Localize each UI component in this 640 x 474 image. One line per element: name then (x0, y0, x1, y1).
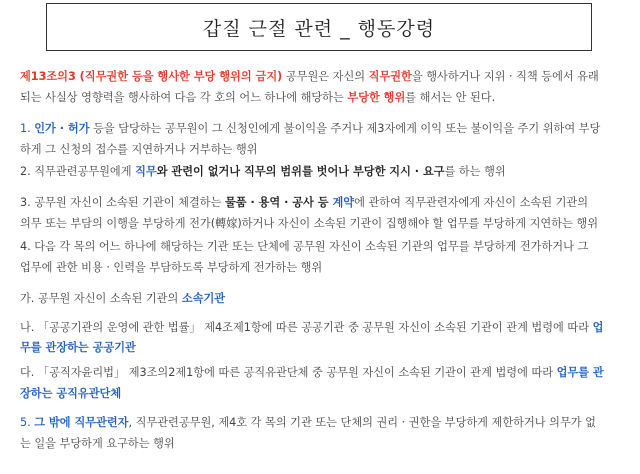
item-4-line-1: 4. 다음 각 목의 어느 하나에 해당하는 기관 또는 단체에 공무원 자신이 소속된 기관의 업무를 부당하게 전가하거나 그 (20, 240, 589, 253)
sub-item-da-line-2 (20, 384, 628, 404)
item-number: 1. (20, 122, 35, 135)
sub-item-na-line-1 (20, 318, 628, 338)
text: 되는 사실상 영향력을 행사하여 다음 각 호의 어느 하나에 해당하는 (20, 91, 348, 104)
intro-line-2 (20, 88, 628, 108)
text: 를 해서는 안 된다. (405, 91, 496, 104)
text: , 직무관련공무원, 제4호 각 목의 기관 또는 단체의 권리 · 권한을 부당하게 제한하거나 의무가 없 (128, 416, 596, 429)
keyword: 장하는 공직유관단체 (20, 387, 122, 400)
item-5-line-2: 는 일을 부당하게 요구하는 행위 (20, 437, 175, 450)
keyword: 무를 관장하는 공공기관 (20, 341, 136, 354)
item-3-line-1 (20, 193, 628, 213)
keyword: 업무를 관 (556, 366, 604, 379)
item-4-line-2: 업무에 관한 비용 · 인력을 부담하도록 부당하게 전가하는 행위 (20, 261, 323, 274)
text: 2. 직무관련공무원에게 (20, 165, 136, 178)
keyword: 계약 (332, 196, 355, 209)
sub-item-ga (20, 289, 628, 309)
keyword: 부당한 행위 (347, 91, 406, 104)
intro-line-1 (20, 67, 628, 87)
keyword: 인가 · 허가 (34, 122, 90, 135)
article-heading: 제13조의3 (직무권한 등을 행사한 부당 행위의 금지) (20, 70, 283, 83)
text: 에 관하여 직무관련자에게 자신이 소속된 기관의 (354, 196, 589, 209)
item-3-line-2: 의무 또는 부담의 이행을 부당하게 전가(轉嫁)하거나 자신이 소속된 기관이 집행해야 할 업무를 부당하게 지연하는 행위 (20, 217, 599, 230)
item-1-line-1 (20, 119, 628, 139)
keyword: 직무권한 (368, 70, 412, 83)
text: 가. 공무원 자신이 소속된 기관의 (20, 292, 182, 305)
keyword: 그 밖에 직무관련자 (34, 416, 129, 429)
page-title: 갑질 근절 관련 _ 행동강령 (46, 3, 592, 51)
keyword: 물품 · 용역 · 공사 등 (224, 196, 333, 209)
item-2-line-1 (20, 162, 628, 182)
item-1-line-2: 하게 그 신청의 접수를 지연하거나 거부하는 행위 (20, 143, 258, 156)
item-5-line-1 (20, 413, 628, 433)
text: 를 하는 행위 (444, 165, 506, 178)
sub-item-da-line-1 (20, 363, 628, 383)
keyword: 소속기관 (181, 292, 226, 305)
keyword: 직무 (135, 165, 157, 178)
keyword: 와 관련이 없거나 직무의 범위를 벗어나 부당한 지시 · 요구 (156, 165, 445, 178)
text: 다. 「공직자윤리법」 제3조의2제1항에 따른 공직유관단체 중 공무원 자신이 소속된 기관이 관계 법령에 따라 (20, 366, 557, 379)
text: 공무원은 자신의 (282, 70, 369, 83)
text: 을 행사하거나 지위 · 직책 등에서 유래 (411, 70, 599, 83)
item-number: 5. (20, 416, 35, 429)
text: 3. 공무원 자신이 소속된 기관이 체결하는 (20, 196, 225, 209)
sub-item-na-line-2 (20, 338, 628, 358)
keyword: 업 (592, 321, 604, 334)
text: 등을 담당하는 공무원이 그 신청인에게 불이익을 주거나 제3자에게 이익 또는 불이익을 주기 위하여 부당 (89, 122, 601, 135)
text: 나. 「공공기관의 운영에 관한 법률」 제4조제1항에 따른 공공기관 중 공무원 자신이 소속된 기관이 관계 법령에 따라 (20, 321, 593, 334)
